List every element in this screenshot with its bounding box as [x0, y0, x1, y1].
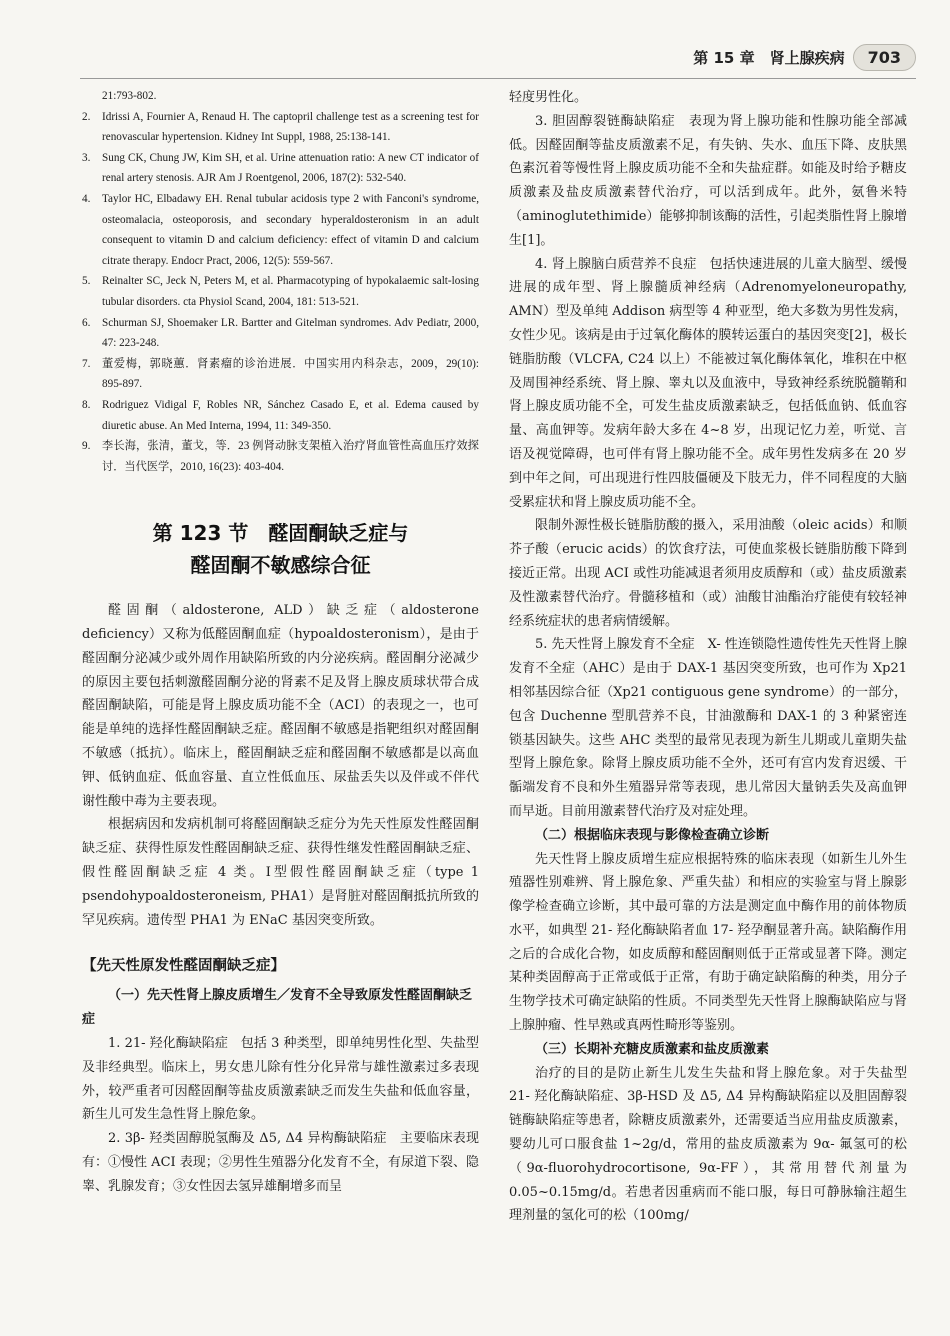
- reference-item: 2. Idrissi A, Fournier A, Renaud H. The captopril challenge test as a screening test for renovascular hypertension. Kidney Int Suppl, 1988, 25:138-141.: [82, 110, 479, 144]
- body-paragraph: 醛固酮（aldosterone, ALD）缺乏症（aldosterone deficiency）又称为低醛固酮血症（hypoaldosteronism），是由于醛固酮分泌减少或外周作用缺陷所致的内分泌疾病。醛固酮分泌减少的原因主要包括刺激醛固酮分泌的肾素不足及肾上腺皮质球状带合成醛固酮缺陷，可能是肾上腺皮质功能不全（ACI）的表现之一，也可能是单纯的选择性醛固酮缺乏症。醛固酮不敏感是指靶组织对醛固酮不敏感（抵抗）。临床上，醛固酮缺乏症和醛固酮不敏感都是以高血钾、低钠血症、低血容量、直立性低血压、尿盐丢失以及伴或不伴代谢性酸中毒为主要表现。: [82, 603, 479, 809]
- sub-heading: （二）根据临床表现与影像检查确立诊断: [535, 827, 770, 843]
- left-column: [82, 86, 479, 1199]
- reference-item: 21:793-802.: [102, 90, 157, 102]
- body-paragraph: 4. 肾上腺脑白质营养不良症 包括快速进展的儿童大脑型、缓慢进展的成年型、肾上腺髓质神经病（Adrenomyeloneuropathy, AMN）型及单纯 Addison 病型等 4 种亚型，绝大多数为男性发病，女性少见。该病是由于过氧化酶体的膜转运蛋白的基因突变[2]，极长链脂肪酸（VLCFA, C24 以上）不能被过氧化酶体氧化，堆积在中枢及周围神经系统、肾上腺、睾丸以及血液中，导致神经系统脱髓鞘和肾上腺皮质功能不全，可发生盐皮质激素缺乏，包括低血钠、低血容量、高血钾等。发病年龄大多在 4~8 岁，出现记忆力差，听觉、言语及视觉障碍，也可伴有肾上腺功能不全。成年男性发病多在 20 岁到中年之间，可出现进行性四肢僵硬及下肢无力，伴不同程度的大脑受累症状和肾上腺皮质功能不全。: [509, 256, 907, 510]
- section-title-line2: 醛固酮不敏感综合征: [190, 553, 371, 578]
- reference-item: 7. 董爱梅，郭晓蕙．肾素瘤的诊治进展．中国实用内科杂志，2009，29(10): 895-897.: [82, 357, 479, 391]
- reference-item: 3. Sung CK, Chung JW, Kim SH, et al. Urine attenuation ratio: A new CT indicator of renal artery stenosis. AJR Am J Roentgenol, 2006, 187(2): 532-540.: [82, 151, 479, 185]
- reference-item: 9. 李长海，张清，董戈，等．23 例肾动脉支架植入治疗肾血管性高血压疗效探讨．当代医学，2010, 16(23): 403-404.: [82, 440, 479, 473]
- chapter-title: 第 15 章 肾上腺疾病: [693, 48, 845, 67]
- sub-heading: （三）长期补充糖皮质激素和盐皮质激素: [535, 1041, 770, 1057]
- body-paragraph: 5. 先天性肾上腺发育不全症 X- 性连锁隐性遗传性先天性肾上腺发育不全症（AHC）是由于 DAX-1 基因突变所致，也可作为 Xp21 相邻基因综合征（Xp21 contiguous gene syndrome）的一部分，包含 Duchenne 型肌营养不良，甘油激酶和 DAX-1 的 3 种紧密连锁基因缺失。这些 AHC 类型的最常见表现为新生儿期或儿童期失盐型肾上腺危象。除肾上腺皮质功能不全外，还可有宫内发育迟缓、干骺端发育不良和外生殖器异常等表现，患儿常因大量钠丢失及高血钾而早逝。目前用激素替代治疗及对症处理。: [509, 637, 907, 819]
- reference-item: 6. Schurman SJ, Shoemaker LR. Bartter and Gitelman syndromes. Adv Pediatr, 2000, 47: 223-248.: [82, 316, 479, 350]
- reference-item: 4. Taylor HC, Elbadawy EH. Renal tubular acidosis type 2 with Fanconi's syndrome, osteomalacia, osteoporosis, and secondary hyperaldosteronism in an adult consequent to vitamin D and calcium deficiency: effect of vitamin D and calcium citrate therapy. Endocr Pract, 2006, 12(5): 559-567.: [82, 192, 479, 267]
- body-paragraph: 1. 21- 羟化酶缺陷症 包括 3 种类型，即单纯男性化型、失盐型及非经典型。临床上，男女患儿除有性分化异常与雄性激素过多表现外，较严重者可因醛固酮等盐皮质激素缺乏而发生失盐和低血容量，新生儿可发生急性肾上腺危象。: [82, 1036, 479, 1123]
- section-title: [82, 517, 479, 581]
- section-title-line1: 第 123 节 醛固酮缺乏症与: [152, 521, 409, 546]
- reference-item: 5. Reinalter SC, Jeck N, Peters M, et al. Pharmacotyping of hypokalaemic salt-losing tubular disorders. cta Physiol Scand, 2004, 181: 513-521.: [82, 275, 479, 308]
- body-paragraph: 2. 3β- 羟类固醇脱氢酶及 Δ5, Δ4 异构酶缺陷症 主要临床表现有：①慢性 ACI 表现；②男性生殖器分化发育不全，有尿道下裂、隐睾、乳腺发育；③女性因去氢异雄酮增多而呈: [82, 1131, 479, 1194]
- body-paragraph: 轻度男性化。: [509, 90, 588, 105]
- header-rule: [80, 78, 916, 79]
- right-column: [509, 86, 907, 1228]
- body-paragraph: 限制外源性极长链脂肪酸的摄入，采用油酸（oleic acids）和顺芥子酸（erucic acids）的饮食疗法，可使血浆极长链脂肪酸下降到接近正常。出现 ACI 或性功能减退者须用皮质醇和（或）盐皮质激素及性激素替代治疗。骨髓移植和（或）油酸甘油酯治疗能使有较轻神经系统症状的患者病情缓解。: [509, 518, 907, 629]
- reference-list: [82, 86, 479, 477]
- body-paragraph: 治疗的目的是防止新生儿发生失盐和肾上腺危象。对于失盐型 21- 羟化酶缺陷症、3β-HSD 及 Δ5, Δ4 异构酶缺陷症以及胆固醇裂链酶缺陷症等患者，除糖皮质激素外，还需要适当应用盐皮质激素，婴幼儿可口服食盐 1~2g/d，常用的盐皮质激素为 9α- 氟氢可的松（9α-fluorohydrocortisone, 9α-FF），其常用替代剂量为 0.05~0.15mg/d。若患者因重病而不能口服，每日可静脉输注超生理剂量的氢化可的松（100mg/: [509, 1065, 907, 1224]
- body-paragraph: 根据病因和发病机制可将醛固酮缺乏症分为先天性原发性醛固酮缺乏症、获得性原发性醛固酮缺乏症、获得性继发性醛固酮缺乏症、假性醛固酮缺乏症 4 类。Ⅰ型假性醛固酮缺乏症（type 1 psendohypoaldosteroneism, PHA1）是肾脏对醛固酮抵抗所致的罕见疾病。遗传型 PHA1 为 ENaC 基因突变所致。: [82, 817, 479, 928]
- page-number-badge: 703: [853, 44, 916, 71]
- sub-heading: （一）先天性肾上腺皮质增生／发育不全导致原发性醛固酮缺乏症: [82, 988, 473, 1028]
- body-paragraph: 3. 胆固醇裂链酶缺陷症 表现为肾上腺功能和性腺功能全部减低。因醛固酮等盐皮质激素不足，有失钠、失水、血压下降、皮肤黑色素沉着等慢性肾上腺皮质功能不全和失盐症群。如能及时给予糖皮质激素及盐皮质激素替代治疗，可以活到成年。此外，氨鲁米特（aminoglutethimide）能够抑制该酶的活性，引起类脂性肾上腺增生[1]。: [509, 113, 907, 248]
- reference-item: 8. Rodriguez Vidigal F, Robles NR, Sánchez Casado E, et al. Edema caused by diuretic abuse. An Med Interna, 1994, 11: 349-350.: [82, 398, 479, 432]
- subsection-heading: 【先天性原发性醛固酮缺乏症】: [82, 958, 285, 975]
- running-header: [693, 40, 916, 74]
- body-paragraph: 先天性肾上腺皮质增生症应根据特殊的临床表现（如新生儿外生殖器性别难辨、肾上腺危象、严重失盐）和相应的实验室与肾上腺影像学检查确立诊断，其中最可靠的方法是测定血中酶作用的前体物质水平，如典型 21- 羟化酶缺陷者血 17- 羟孕酮显著升高。缺陷酶作用之后的合成化合物，如皮质醇和醛固酮则低于正常或显著下降。测定某种类固醇高于正常或低于正常，有助于确定缺陷酶的种类，用分子生物学技术可确定缺陷的性质。不同类型先天性肾上腺酶缺陷应与肾上腺肿瘤、性早熟或真两性畸形等鉴别。: [509, 851, 907, 1034]
